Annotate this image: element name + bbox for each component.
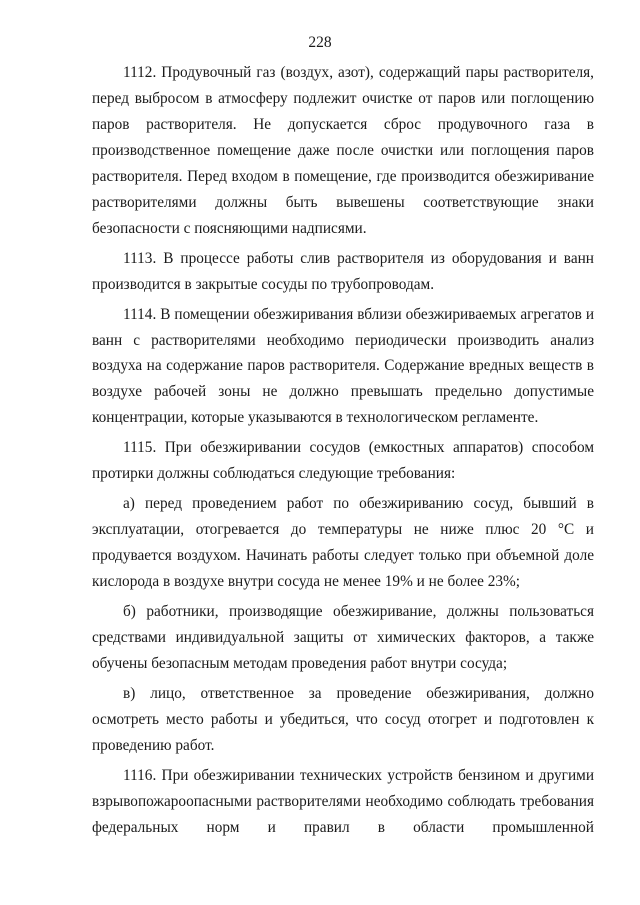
- paragraph-1114: 1114. В помещении обезжиривания вблизи обезжириваемых агрегатов и ванн с растворителями необходимо периодически производить анализ воздуха на содержание паров растворителя. Содержание вредных веществ в воздухе рабочей зоны не должно превышать предельно допустимые концентрации, которые указываются в технологическом регламенте.: [92, 305, 594, 427]
- paragraph-1115-v: в) лицо, ответственное за проведение обезжиривания, должно осмотреть место работы и убедиться, что сосуд отогрет и подготовлен к проведению работ.: [92, 684, 594, 754]
- paragraph-1113: 1113. В процессе работы слив растворителя из оборудования и ванн производится в закрытые сосуды по трубопроводам.: [92, 249, 594, 293]
- paragraph-1115-b: б) работники, производящие обезжиривание, должны пользоваться средствами индивидуальной защиты от химических факторов, а также обучены безопасным методам проведения работ внутри сосуда;: [92, 603, 594, 672]
- paragraph-1115-a: а) перед проведением работ по обезжириванию сосуд, бывший в эксплуатации, отогревается до температуры не ниже плюс 20 °С и продувается воздухом. Начинать работы следует только при объемной доле кислорода в воздухе внутри сосуда не менее 19% и не более 23%;: [92, 495, 594, 591]
- paragraph-1115: 1115. При обезжиривании сосудов (емкостных аппаратов) способом протирки должны соблюдаться следующие требования:: [92, 439, 594, 483]
- document-body: [92, 60, 594, 845]
- paragraph-1112: 1112. Продувочный газ (воздух, азот), содержащий пары растворителя, перед выбросом в атмосферу подлежит очистке от паров или поглощению паров растворителя. Не допускается сброс продувочного газа в производственное помещение даже после очистки или поглощения паров растворителя. Перед входом в помещение, где производится обезжиривание растворителями должны быть вывешены соответствующие знаки безопасности с поясняющими надписями.: [92, 64, 594, 237]
- paragraph-1116: 1116. При обезжиривании технических устройств бензином и другими взрывопожароопасными растворителями необходимо соблюдать требования федеральных норм и правил в области промышленной: [92, 766, 594, 836]
- page-number: 228: [308, 34, 332, 51]
